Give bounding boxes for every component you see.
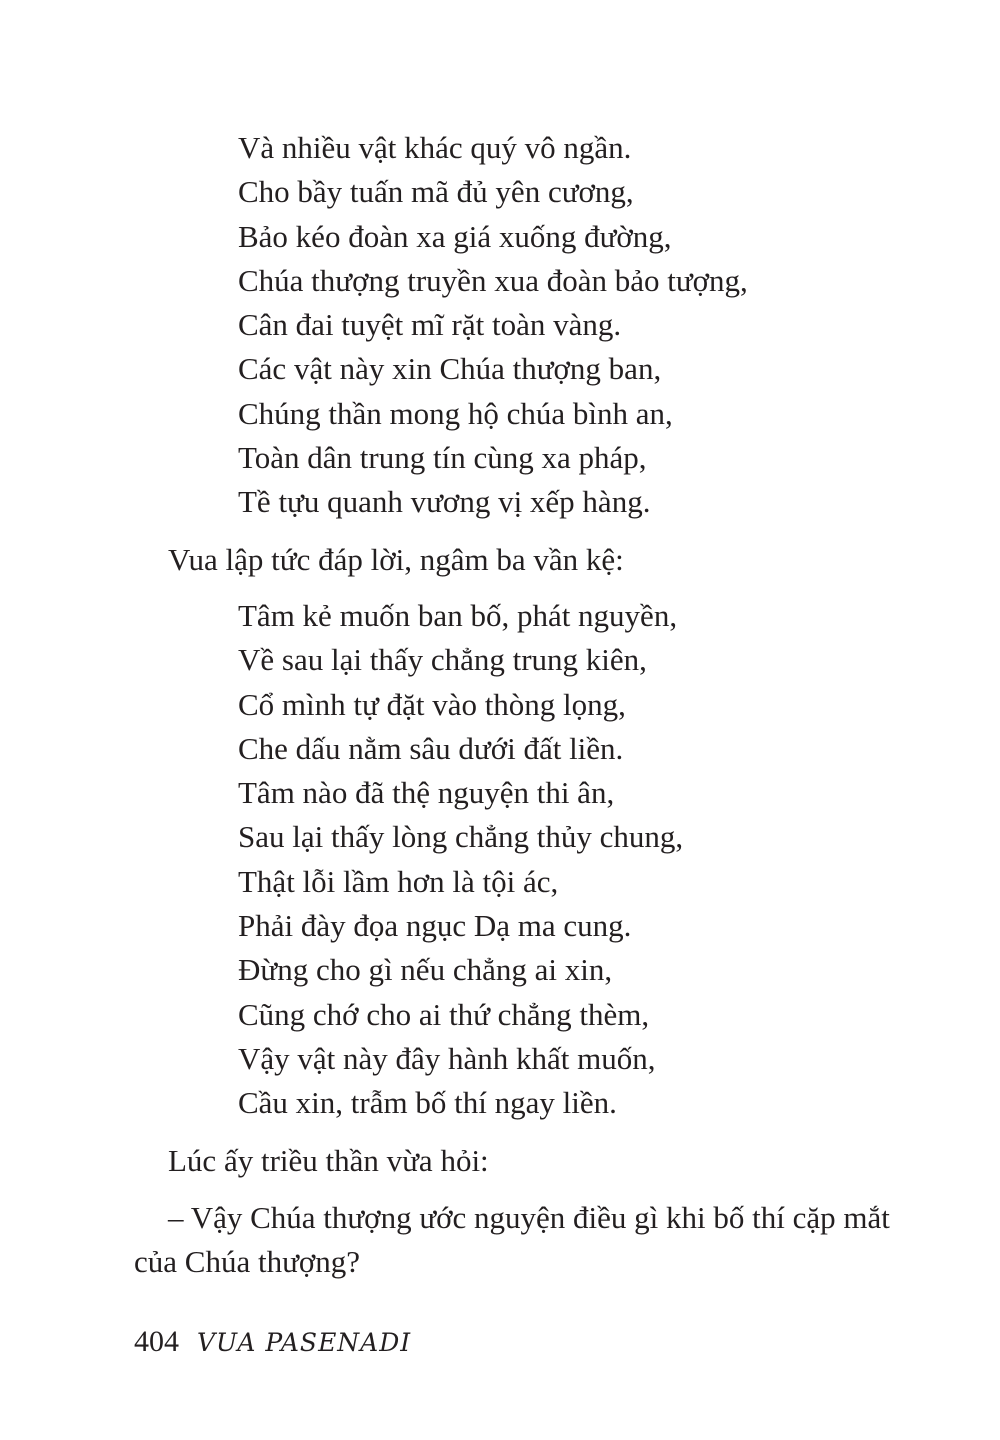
verse-line: Thật lỗi lầm hơn là tội ác, [238,863,559,899]
verse-line: Toàn dân trung tín cùng xa pháp, [238,440,647,476]
verse-line: Các vật này xin Chúa thượng ban, [238,351,662,387]
verse-stanza-2 [238,594,683,1126]
dialogue-paragraph: – Vậy Chúa thượng ước nguyện điều gì khi bố thí cặp mắt của Chúa thượng? [134,1200,890,1279]
verse-line: Đừng cho gì nếu chẳng ai xin, [238,952,613,988]
page-number: 404 [134,1325,179,1358]
verse-line: Cổ mình tự đặt vào thòng lọng, [238,686,626,722]
verse-line: Tề tựu quanh vương vị xếp hàng. [238,484,651,520]
page-footer [134,1325,411,1365]
verse-line: Cân đai tuyệt mĩ rặt toàn vàng. [238,307,622,343]
verse-line: Che dấu nằm sâu dưới đất liền. [238,730,624,766]
verse-stanza-1 [238,126,748,525]
verse-line: Bảo kéo đoàn xa giá xuống đường, [238,218,672,254]
verse-line: Tâm kẻ muốn ban bố, phát nguyền, [238,598,678,633]
verse-line: Cho bầy tuấn mã đủ yên cương, [238,174,634,210]
running-title: VUA PASENADI [197,1328,412,1357]
verse-line: Chúng thần mong hộ chúa bình an, [238,395,673,431]
verse-line: Cũng chớ cho ai thứ chẳng thèm, [238,996,650,1032]
verse-line: Phải đày đọa ngục Dạ ma cung. [238,908,632,944]
verse-line: Và nhiều vật khác quý vô ngần. [238,130,632,165]
verse-line: Sau lại thấy lòng chẳng thủy chung, [238,819,684,855]
verse-line: Chúa thượng truyền xua đoàn bảo tượng, [238,262,748,298]
prose-paragraph: Lúc ấy triều thần vừa hỏi: [168,1143,489,1178]
verse-line: Cầu xin, trẫm bố thí ngay liền. [238,1085,617,1121]
verse-line: Vậy vật này đây hành khất muốn, [238,1040,656,1076]
verse-line: Tâm nào đã thệ nguyện thi ân, [238,775,615,811]
verse-line: Về sau lại thấy chẳng trung kiên, [238,642,647,678]
prose-paragraph: Vua lập tức đáp lời, ngâm ba vần kệ: [168,542,624,577]
